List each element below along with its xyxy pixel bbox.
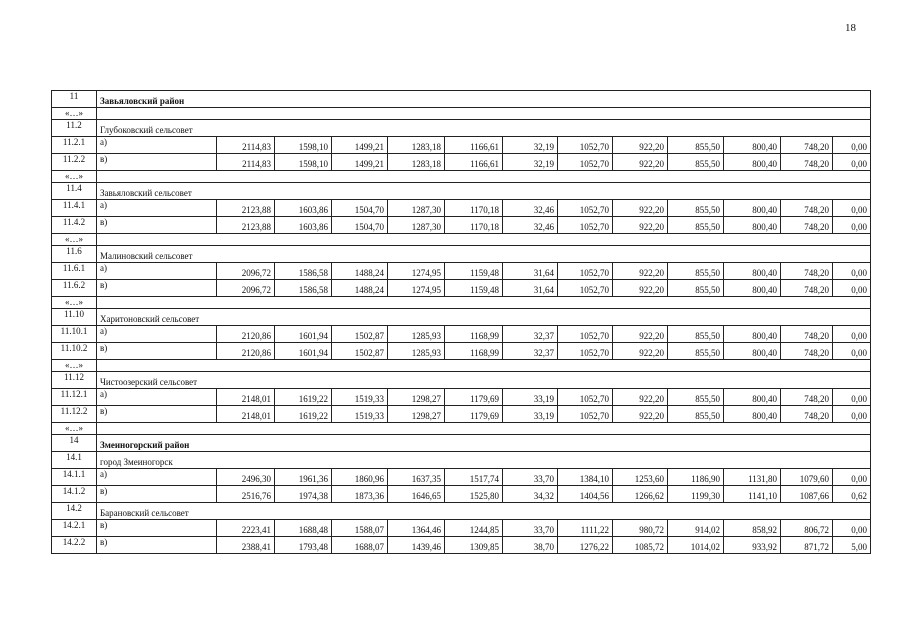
table-cell: 0,62 — [833, 486, 871, 503]
table-cell: 32,19 — [503, 137, 558, 154]
table-cell: 748,20 — [781, 406, 833, 423]
table-cell: 2148,01 — [217, 389, 275, 406]
row-code: 11.4 — [52, 183, 97, 200]
table-cell: 2123,88 — [217, 217, 275, 234]
table-cell: 1364,46 — [388, 520, 445, 537]
table-cell: 855,50 — [668, 389, 724, 406]
table-cell: 1586,58 — [275, 280, 332, 297]
table-cell: 2096,72 — [217, 263, 275, 280]
omission-spacer — [97, 423, 871, 435]
table-cell: 800,40 — [724, 326, 781, 343]
table-cell: 1052,70 — [558, 217, 613, 234]
table-row — [52, 343, 871, 360]
table-cell: 1085,72 — [613, 537, 668, 554]
table-row — [52, 154, 871, 171]
row-code: 11.6.1 — [52, 263, 97, 280]
row-letter: в) — [97, 154, 217, 171]
table-cell: 1141,10 — [724, 486, 781, 503]
table-cell: 0,00 — [833, 137, 871, 154]
table-cell: 1860,96 — [332, 469, 388, 486]
table-cell: 1170,18 — [445, 200, 503, 217]
table-cell: 31,64 — [503, 280, 558, 297]
table-cell: 800,40 — [724, 263, 781, 280]
table-cell: 800,40 — [724, 343, 781, 360]
row-code: 11.10.2 — [52, 343, 97, 360]
row-letter: в) — [97, 537, 217, 554]
table-row — [52, 389, 871, 406]
section-title: Малиновский сельсовет — [97, 246, 871, 263]
section-title: Глубоковский сельсовет — [97, 120, 871, 137]
table-cell: 1283,18 — [388, 137, 445, 154]
table-cell: 1598,10 — [275, 137, 332, 154]
table-cell: 800,40 — [724, 154, 781, 171]
table-cell: 1087,66 — [781, 486, 833, 503]
table-cell: 1159,48 — [445, 263, 503, 280]
row-code: 14.1.2 — [52, 486, 97, 503]
table-cell: 1131,80 — [724, 469, 781, 486]
table-cell: 32,46 — [503, 217, 558, 234]
table-cell: 855,50 — [668, 280, 724, 297]
table-cell: 1079,60 — [781, 469, 833, 486]
omission-row — [52, 297, 871, 309]
table-cell: 1287,30 — [388, 200, 445, 217]
table-cell: 1309,85 — [445, 537, 503, 554]
section-header-row — [52, 91, 871, 108]
table-cell: 1199,30 — [668, 486, 724, 503]
table-cell: 1519,33 — [332, 389, 388, 406]
table-cell: 800,40 — [724, 280, 781, 297]
table-cell: 922,20 — [613, 217, 668, 234]
table-cell: 2096,72 — [217, 280, 275, 297]
table-cell: 0,00 — [833, 389, 871, 406]
table-cell: 855,50 — [668, 217, 724, 234]
table-cell: 1384,10 — [558, 469, 613, 486]
row-code: 11.6 — [52, 246, 97, 263]
table-cell: 748,20 — [781, 263, 833, 280]
table-cell: 2223,41 — [217, 520, 275, 537]
table-row — [52, 200, 871, 217]
row-code: 11.12.2 — [52, 406, 97, 423]
table-cell: 1159,48 — [445, 280, 503, 297]
table-cell: 800,40 — [724, 217, 781, 234]
table-cell: 922,20 — [613, 137, 668, 154]
table-cell: 1601,94 — [275, 343, 332, 360]
table-cell: 1873,36 — [332, 486, 388, 503]
table-cell: 748,20 — [781, 200, 833, 217]
table-cell: 855,50 — [668, 326, 724, 343]
table-cell: 1274,95 — [388, 280, 445, 297]
row-letter: а) — [97, 469, 217, 486]
table-cell: 1283,18 — [388, 154, 445, 171]
table-cell: 1603,86 — [275, 200, 332, 217]
table-cell: 0,00 — [833, 343, 871, 360]
table-cell: 1052,70 — [558, 326, 613, 343]
table-cell: 922,20 — [613, 406, 668, 423]
table-cell: 800,40 — [724, 137, 781, 154]
omission-row — [52, 171, 871, 183]
row-letter: в) — [97, 217, 217, 234]
row-letter: а) — [97, 326, 217, 343]
table-cell: 1793,48 — [275, 537, 332, 554]
table-cell: 1253,60 — [613, 469, 668, 486]
table-row — [52, 520, 871, 537]
table-cell: 855,50 — [668, 406, 724, 423]
table-cell: 0,00 — [833, 326, 871, 343]
table-cell: 1619,22 — [275, 406, 332, 423]
row-letter: в) — [97, 280, 217, 297]
table-cell: 1974,38 — [275, 486, 332, 503]
table-cell: 1502,87 — [332, 343, 388, 360]
table-cell: 1168,99 — [445, 326, 503, 343]
table-row — [52, 217, 871, 234]
row-code: 11.10.1 — [52, 326, 97, 343]
table-cell: 1298,27 — [388, 389, 445, 406]
row-code: 14.2.2 — [52, 537, 97, 554]
section-header-row — [52, 120, 871, 137]
table-cell: 855,50 — [668, 200, 724, 217]
table-cell: 1488,24 — [332, 280, 388, 297]
table-row — [52, 486, 871, 503]
row-code: 14.2 — [52, 503, 97, 520]
omission-row — [52, 234, 871, 246]
table-row — [52, 469, 871, 486]
table-cell: 800,40 — [724, 200, 781, 217]
table-cell: 800,40 — [724, 389, 781, 406]
table-cell: 33,19 — [503, 406, 558, 423]
tariff-table — [51, 90, 871, 554]
table-cell: 1504,70 — [332, 217, 388, 234]
row-code: 11.2.1 — [52, 137, 97, 154]
table-cell: 2114,83 — [217, 137, 275, 154]
table-cell: 1637,35 — [388, 469, 445, 486]
table-cell: 922,20 — [613, 200, 668, 217]
table-cell: 34,32 — [503, 486, 558, 503]
table-cell: 33,70 — [503, 469, 558, 486]
table-cell: 32,19 — [503, 154, 558, 171]
table-cell: 1052,70 — [558, 263, 613, 280]
table-cell: 1285,93 — [388, 343, 445, 360]
omission-marker: «…» — [52, 171, 97, 183]
omission-spacer — [97, 171, 871, 183]
table-row — [52, 326, 871, 343]
table-row — [52, 263, 871, 280]
table-cell: 32,46 — [503, 200, 558, 217]
table-cell: 2496,30 — [217, 469, 275, 486]
table-cell: 1179,69 — [445, 406, 503, 423]
table-cell: 922,20 — [613, 263, 668, 280]
table-cell: 1519,33 — [332, 406, 388, 423]
table-cell: 855,50 — [668, 263, 724, 280]
table-cell: 1488,24 — [332, 263, 388, 280]
table-cell: 1052,70 — [558, 154, 613, 171]
table-cell: 2148,01 — [217, 406, 275, 423]
table-cell: 1502,87 — [332, 326, 388, 343]
table-cell: 1688,48 — [275, 520, 332, 537]
omission-marker: «…» — [52, 234, 97, 246]
table-row — [52, 537, 871, 554]
table-cell: 980,72 — [613, 520, 668, 537]
table-cell: 33,19 — [503, 389, 558, 406]
row-code: 14 — [52, 435, 97, 452]
section-header-row — [52, 309, 871, 326]
section-header-row — [52, 435, 871, 452]
table-cell: 748,20 — [781, 389, 833, 406]
table-cell: 1111,22 — [558, 520, 613, 537]
table-cell: 855,50 — [668, 154, 724, 171]
section-header-row — [52, 246, 871, 263]
table-cell: 0,00 — [833, 263, 871, 280]
section-header-row — [52, 183, 871, 200]
table-cell: 0,00 — [833, 406, 871, 423]
table-cell: 1603,86 — [275, 217, 332, 234]
row-code: 11.4.1 — [52, 200, 97, 217]
table-cell: 1244,85 — [445, 520, 503, 537]
row-letter: а) — [97, 137, 217, 154]
omission-marker: «…» — [52, 108, 97, 120]
table-cell: 748,20 — [781, 280, 833, 297]
row-letter: а) — [97, 263, 217, 280]
table-cell: 933,92 — [724, 537, 781, 554]
table-row — [52, 406, 871, 423]
table-cell: 1504,70 — [332, 200, 388, 217]
table-cell: 0,00 — [833, 280, 871, 297]
table-cell: 32,37 — [503, 343, 558, 360]
table-cell: 0,00 — [833, 217, 871, 234]
table-cell: 922,20 — [613, 280, 668, 297]
table-cell: 858,92 — [724, 520, 781, 537]
section-title: город Змеиногорск — [97, 452, 871, 469]
table-cell: 922,20 — [613, 326, 668, 343]
table-cell: 1052,70 — [558, 343, 613, 360]
row-letter: а) — [97, 200, 217, 217]
table-cell: 1276,22 — [558, 537, 613, 554]
table-cell: 38,70 — [503, 537, 558, 554]
table-cell: 1646,65 — [388, 486, 445, 503]
table-cell: 1298,27 — [388, 406, 445, 423]
table-cell: 1052,70 — [558, 200, 613, 217]
table-cell: 800,40 — [724, 406, 781, 423]
table-cell: 2388,41 — [217, 537, 275, 554]
section-title: Барановский сельсовет — [97, 503, 871, 520]
table-cell: 0,00 — [833, 200, 871, 217]
table-cell: 1499,21 — [332, 154, 388, 171]
row-letter: в) — [97, 343, 217, 360]
table-cell: 1166,61 — [445, 137, 503, 154]
row-letter: а) — [97, 389, 217, 406]
table-cell: 2123,88 — [217, 200, 275, 217]
table-cell: 0,00 — [833, 469, 871, 486]
row-code: 11 — [52, 91, 97, 108]
table-cell: 806,72 — [781, 520, 833, 537]
table-cell: 922,20 — [613, 389, 668, 406]
table-cell: 1052,70 — [558, 389, 613, 406]
table-cell: 1186,90 — [668, 469, 724, 486]
table-cell: 748,20 — [781, 217, 833, 234]
page-number: 18 — [845, 22, 856, 34]
table-cell: 1179,69 — [445, 389, 503, 406]
table-cell: 922,20 — [613, 343, 668, 360]
row-code: 11.2.2 — [52, 154, 97, 171]
row-code: 14.2.1 — [52, 520, 97, 537]
row-code: 11.6.2 — [52, 280, 97, 297]
row-code: 11.4.2 — [52, 217, 97, 234]
row-code: 14.1.1 — [52, 469, 97, 486]
table-cell: 2120,86 — [217, 326, 275, 343]
section-header-row — [52, 372, 871, 389]
table-cell: 748,20 — [781, 343, 833, 360]
table-cell: 2516,76 — [217, 486, 275, 503]
table-cell: 1517,74 — [445, 469, 503, 486]
table-cell: 2114,83 — [217, 154, 275, 171]
table-cell: 855,50 — [668, 343, 724, 360]
table-row — [52, 137, 871, 154]
table-cell: 871,72 — [781, 537, 833, 554]
section-header-row — [52, 452, 871, 469]
table-cell: 1525,80 — [445, 486, 503, 503]
table-row — [52, 280, 871, 297]
table-cell: 5,00 — [833, 537, 871, 554]
table-cell: 1586,58 — [275, 263, 332, 280]
table-cell: 1287,30 — [388, 217, 445, 234]
table-cell: 1170,18 — [445, 217, 503, 234]
omission-marker: «…» — [52, 297, 97, 309]
omission-spacer — [97, 360, 871, 372]
table-cell: 855,50 — [668, 137, 724, 154]
section-title: Харитоновский сельсовет — [97, 309, 871, 326]
table-cell: 1499,21 — [332, 137, 388, 154]
table-cell: 1688,07 — [332, 537, 388, 554]
table-cell: 1266,62 — [613, 486, 668, 503]
table-cell: 748,20 — [781, 154, 833, 171]
table-cell: 1014,02 — [668, 537, 724, 554]
row-code: 11.2 — [52, 120, 97, 137]
section-title: Чистоозерский сельсовет — [97, 372, 871, 389]
table-cell: 32,37 — [503, 326, 558, 343]
omission-marker: «…» — [52, 360, 97, 372]
table-cell: 1598,10 — [275, 154, 332, 171]
table-cell: 1588,07 — [332, 520, 388, 537]
row-code: 11.12.1 — [52, 389, 97, 406]
table-cell: 1285,93 — [388, 326, 445, 343]
row-code: 11.10 — [52, 309, 97, 326]
table-cell: 1168,99 — [445, 343, 503, 360]
table-cell: 1439,46 — [388, 537, 445, 554]
omission-spacer — [97, 234, 871, 246]
table-cell: 914,02 — [668, 520, 724, 537]
table-cell: 0,00 — [833, 154, 871, 171]
table-cell: 1961,36 — [275, 469, 332, 486]
omission-spacer — [97, 297, 871, 309]
table-cell: 748,20 — [781, 137, 833, 154]
omission-marker: «…» — [52, 423, 97, 435]
table-cell: 1052,70 — [558, 137, 613, 154]
table-cell: 1404,56 — [558, 486, 613, 503]
table-cell: 1166,61 — [445, 154, 503, 171]
table-cell: 1052,70 — [558, 280, 613, 297]
section-header-row — [52, 503, 871, 520]
table-cell: 1619,22 — [275, 389, 332, 406]
omission-row — [52, 360, 871, 372]
table-cell: 922,20 — [613, 154, 668, 171]
row-letter: в) — [97, 406, 217, 423]
section-title: Завьяловский сельсовет — [97, 183, 871, 200]
row-letter: в) — [97, 520, 217, 537]
table-cell: 1601,94 — [275, 326, 332, 343]
omission-row — [52, 108, 871, 120]
table-cell: 1052,70 — [558, 406, 613, 423]
table-cell: 1274,95 — [388, 263, 445, 280]
row-letter: в) — [97, 486, 217, 503]
row-code: 14.1 — [52, 452, 97, 469]
section-title: Завьяловский район — [97, 91, 871, 108]
table-cell: 748,20 — [781, 326, 833, 343]
section-title: Змеиногорский район — [97, 435, 871, 452]
table-cell: 2120,86 — [217, 343, 275, 360]
omission-row — [52, 423, 871, 435]
table-cell: 31,64 — [503, 263, 558, 280]
row-code: 11.12 — [52, 372, 97, 389]
omission-spacer — [97, 108, 871, 120]
table-cell: 33,70 — [503, 520, 558, 537]
table-cell: 0,00 — [833, 520, 871, 537]
